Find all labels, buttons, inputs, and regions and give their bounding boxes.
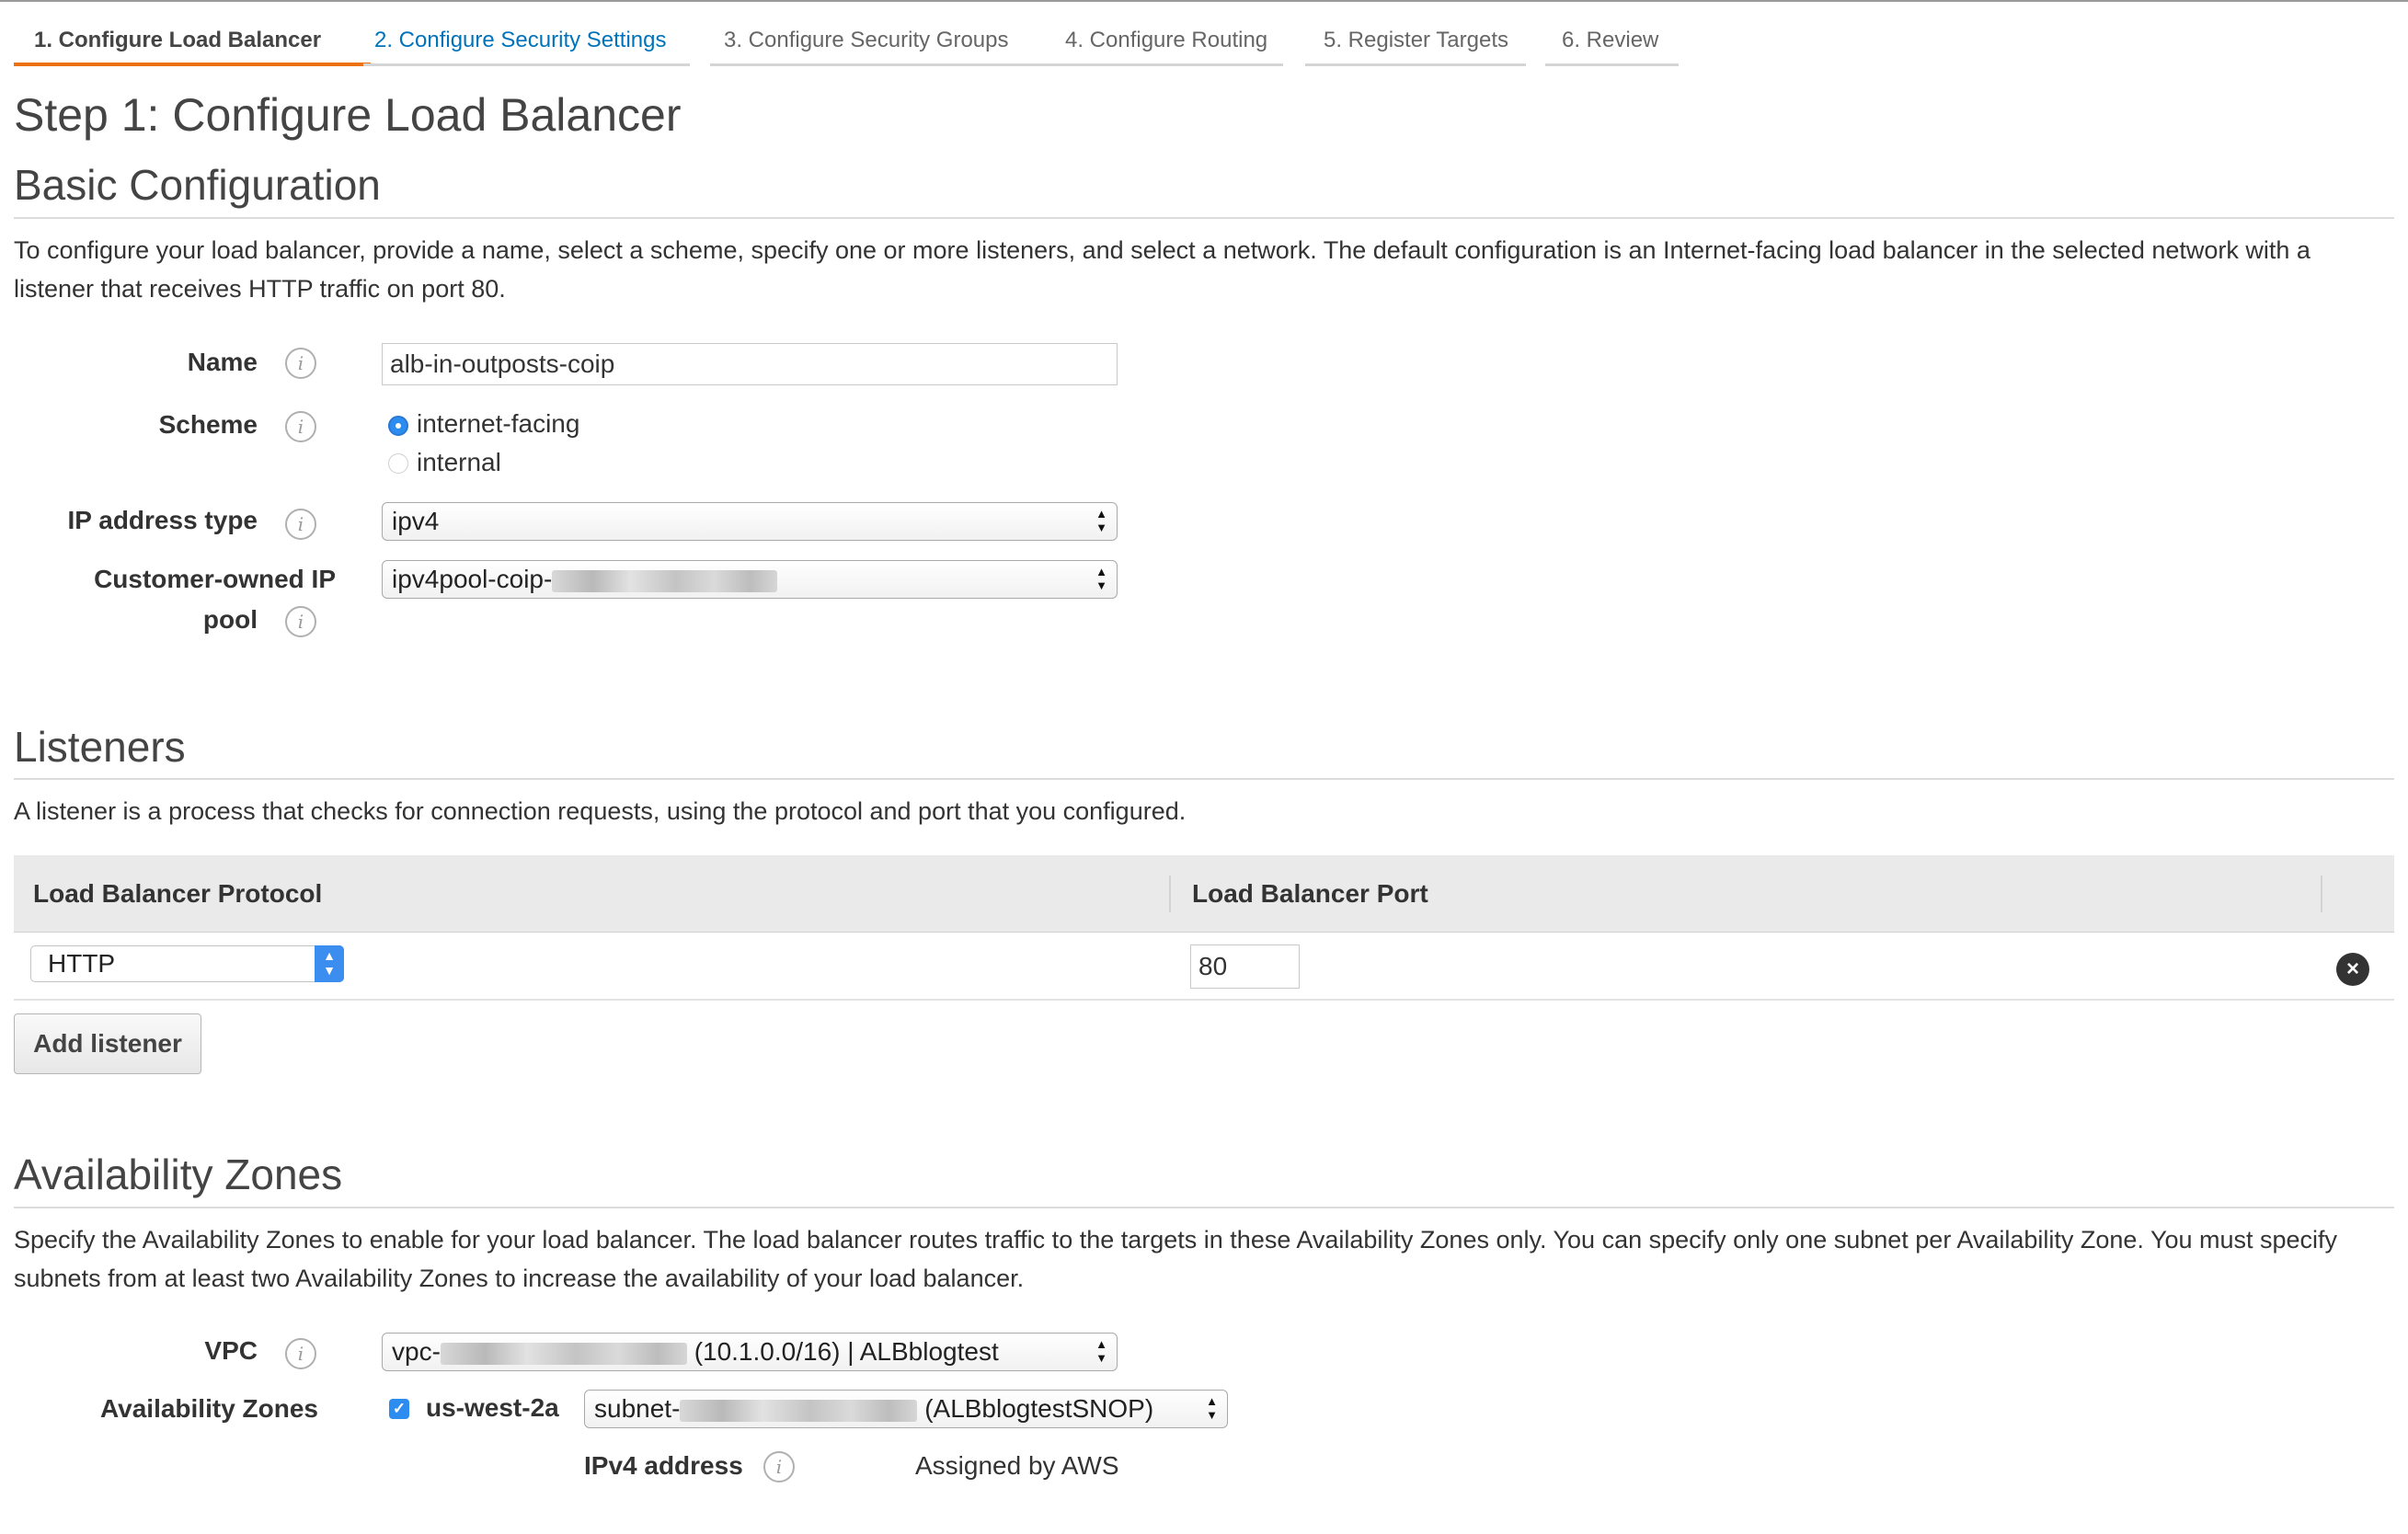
tab-configure-security-groups[interactable]	[710, 17, 1071, 66]
zone-label: us-west-2a	[426, 1393, 559, 1422]
subnet-value-suffix: (ALBblogtestSNOP)	[924, 1394, 1154, 1423]
port-input[interactable]	[1190, 944, 1300, 989]
select-arrows-icon: ▲ ▼	[315, 945, 344, 982]
vpc-value-prefix: vpc-	[392, 1337, 441, 1366]
table-row-divider	[14, 999, 2394, 1001]
scheme-internal-radio[interactable]	[388, 453, 408, 474]
ipv4-address-label: IPv4 address	[584, 1451, 743, 1480]
ipv4-address-value: Assigned by AWS	[915, 1451, 1119, 1480]
name-input[interactable]	[382, 343, 1118, 385]
select-arrows-icon: ▲ ▼	[1095, 1337, 1107, 1365]
listeners-table-header	[14, 855, 2394, 933]
scheme-internet-facing-radio[interactable]	[388, 416, 408, 436]
add-listener-button[interactable]: Add listener	[14, 1013, 201, 1074]
vpc-select[interactable]	[382, 1333, 1118, 1371]
column-header-protocol: Load Balancer Protocol	[33, 879, 323, 908]
tab-label: 3. Configure Security Groups	[724, 28, 1009, 52]
coip-pool-value: ipv4pool-coip-	[392, 565, 553, 593]
info-icon[interactable]: i	[285, 1338, 316, 1369]
redacted-id	[552, 570, 777, 592]
tab-label: 4. Configure Routing	[1065, 28, 1268, 52]
divider	[14, 778, 2394, 780]
info-icon[interactable]: i	[285, 411, 316, 442]
tab-configure-routing[interactable]	[1049, 17, 1283, 66]
top-border	[0, 0, 2408, 2]
tab-label: 6. Review	[1562, 28, 1659, 52]
tab-label: 2. Configure Security Settings	[374, 28, 667, 52]
ip-address-type-value: ipv4	[392, 507, 440, 535]
basic-description: To configure your load balancer, provide a name, select a scheme, specify one or more listeners, and select a network. The default configuration is an Internet-facing load balancer in the selected network with a listener that receives HTTP traffic on port 80.	[14, 236, 2311, 303]
info-icon[interactable]: i	[285, 606, 316, 637]
tab-underline	[14, 63, 371, 66]
tab-underline	[1305, 63, 1526, 66]
select-arrows-icon: ▲ ▼	[1095, 507, 1107, 534]
subnet-select[interactable]	[584, 1390, 1228, 1428]
coip-pool-label-line2: pool	[202, 605, 258, 634]
coip-pool-label-line1: Customer-owned IP	[94, 565, 336, 593]
tab-underline	[1049, 63, 1283, 66]
name-label: Name	[187, 348, 258, 376]
select-arrows-icon: ▲ ▼	[1206, 1394, 1218, 1422]
scheme-label: Scheme	[158, 410, 258, 439]
vpc-value-suffix: (10.1.0.0/16) | ALBblogtest	[694, 1337, 999, 1366]
scheme-option-internal: internal	[417, 448, 501, 476]
listeners-description: A listener is a process that checks for connection requests, using the protocol and port that you configured.	[14, 797, 1187, 825]
section-title-basic-configuration: Basic Configuration	[14, 161, 381, 209]
tab-review[interactable]	[1545, 17, 1679, 66]
az-description: Specify the Availability Zones to enable for your load balancer. The load balancer routes traffic to the targets in these Availability Zones only. You can specify only one subnet per Availability Zone. You must specify subnets from at least two Availability Zones to increase the availability of your load balancer.	[14, 1226, 2338, 1292]
subnet-value-prefix: subnet-	[594, 1394, 681, 1423]
vpc-label: VPC	[204, 1336, 258, 1365]
section-title-availability-zones: Availability Zones	[14, 1150, 343, 1198]
tab-configure-security-settings[interactable]	[363, 17, 690, 66]
column-separator	[1169, 876, 1171, 912]
protocol-value: HTTP	[48, 949, 116, 978]
select-arrows-icon: ▲ ▼	[1095, 565, 1107, 592]
info-icon[interactable]: i	[285, 509, 316, 540]
ip-address-type-select[interactable]	[382, 502, 1118, 541]
tab-underline	[710, 63, 1071, 66]
column-header-port: Load Balancer Port	[1192, 879, 1428, 908]
tab-label: 1. Configure Load Balancer	[34, 28, 322, 52]
info-icon[interactable]: i	[285, 348, 316, 379]
tab-register-targets[interactable]	[1305, 17, 1526, 66]
column-separator	[2321, 876, 2322, 912]
redacted-id	[680, 1400, 917, 1422]
scheme-option-internet-facing: internet-facing	[417, 409, 580, 438]
availability-zones-label: Availability Zones	[99, 1394, 318, 1423]
coip-pool-select[interactable]	[382, 560, 1118, 599]
protocol-select[interactable]	[30, 945, 344, 982]
divider	[14, 1207, 2394, 1208]
checkbox-checked-icon[interactable]: ✓	[389, 1399, 409, 1419]
page-title: Step 1: Configure Load Balancer	[14, 89, 682, 141]
redacted-id	[441, 1343, 687, 1365]
tab-underline	[1545, 63, 1679, 66]
ip-address-type-label: IP address type	[67, 506, 258, 534]
info-icon[interactable]: i	[763, 1451, 795, 1482]
tab-label: 5. Register Targets	[1324, 28, 1508, 52]
divider	[14, 217, 2394, 219]
tab-underline	[363, 63, 690, 66]
section-title-listeners: Listeners	[14, 723, 186, 771]
remove-circle-icon[interactable]: ×	[2336, 953, 2369, 986]
tab-configure-load-balancer[interactable]	[14, 17, 371, 66]
